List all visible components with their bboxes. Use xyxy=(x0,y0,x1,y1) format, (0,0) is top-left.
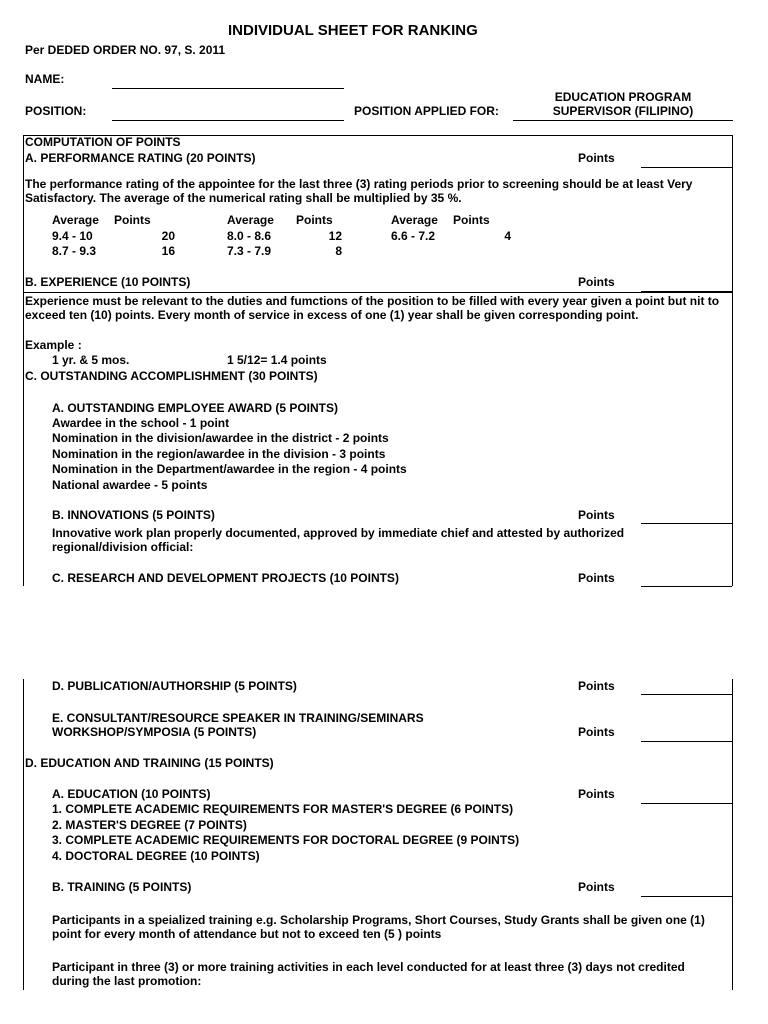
box-right-border xyxy=(732,679,733,990)
position-applied-label: POSITION APPLIED FOR: xyxy=(354,104,499,118)
position-applied-line2: SUPERVISOR (FILIPINO) xyxy=(552,104,694,118)
training-paragraph: Participant in three (3) or more training activities in each level conducted for at least three (3) days not credited during the last promotion: xyxy=(52,960,685,988)
col-average-header: Average xyxy=(227,213,274,227)
award-item: Nomination in the region/awardee in the division - 3 points xyxy=(52,447,386,461)
training-paragraph: Participants in a speialized training e.g. Scholarship Programs, Short Courses, Study Grants shall be given one (1) point for every month of attendance but not to exceed ten (5 ) points xyxy=(52,913,705,941)
award-heading: A. OUTSTANDING EMPLOYEE AWARD (5 POINTS) xyxy=(52,401,339,415)
col-average-header: Average xyxy=(52,213,99,227)
innovations-description: Innovative work plan properly documented, approved by immediate chief and attested by authorized regional/division official: xyxy=(52,526,625,554)
section-c-heading: C. OUTSTANDING ACCOMPLISHMENT (30 POINTS) xyxy=(25,369,318,383)
award-item: Awardee in the school - 1 point xyxy=(52,416,230,430)
box-left-border xyxy=(23,135,24,586)
award-item: Nomination in the Department/awardee in the region - 4 points xyxy=(52,462,407,476)
points-label: Points xyxy=(578,725,615,739)
section-a-heading: A. PERFORMANCE RATING (20 POINTS) xyxy=(25,151,256,165)
consultant-heading-line1: E. CONSULTANT/RESOURCE SPEAKER IN TRAINING/SEMINARS xyxy=(52,711,424,725)
rating-points: 16 xyxy=(161,244,175,258)
publication-heading: D. PUBLICATION/AUTHORSHIP (5 POINTS) xyxy=(52,679,297,693)
education-item: 2. MASTER'S DEGREE (7 POINTS) xyxy=(52,818,247,832)
education-item: 1. COMPLETE ACADEMIC REQUIREMENTS FOR MASTER'S DEGREE (6 POINTS) xyxy=(52,802,514,816)
col-points-header: Points xyxy=(114,213,151,227)
points-label: Points xyxy=(578,275,615,289)
points-label: Points xyxy=(578,679,615,693)
order-reference: Per DEDED ORDER NO. 97, S. 2011 xyxy=(25,43,226,57)
rating-average: 8.0 - 8.6 xyxy=(227,229,272,243)
example-label: Example : xyxy=(25,338,82,352)
position-applied-line1: EDUCATION PROGRAM xyxy=(554,90,692,104)
section-a-points-field[interactable] xyxy=(641,167,732,168)
points-label: Points xyxy=(578,880,615,894)
points-label: Points xyxy=(578,508,615,522)
box-right-border xyxy=(732,135,733,586)
innovations-heading: B. INNOVATIONS (5 POINTS) xyxy=(52,508,215,522)
col-points-header: Points xyxy=(296,213,333,227)
name-field[interactable] xyxy=(112,88,344,89)
rating-average: 9.4 - 10 xyxy=(52,229,93,243)
section-b-heading: B. EXPERIENCE (10 POINTS) xyxy=(25,275,191,289)
rating-points: 20 xyxy=(161,229,175,243)
publication-points-field[interactable] xyxy=(641,694,732,695)
innovations-points-field[interactable] xyxy=(641,523,732,524)
page-title: INDIVIDUAL SHEET FOR RANKING xyxy=(228,22,478,39)
section-d-heading: D. EDUCATION AND TRAINING (15 POINTS) xyxy=(25,756,274,770)
points-label: Points xyxy=(578,151,615,165)
section-a-description: The performance rating of the appointee for the last three (3) rating periods prior to screening should be at least Very Satisfactory. The average of the numerical rating shall be multiplied by 35 %. xyxy=(25,177,693,205)
rating-average: 7.3 - 7.9 xyxy=(227,244,272,258)
rating-points: 8 xyxy=(335,244,342,258)
rating-points: 12 xyxy=(328,229,342,243)
award-item: Nomination in the division/awardee in the district - 2 points xyxy=(52,431,389,445)
training-heading: B. TRAINING (5 POINTS) xyxy=(52,880,192,894)
position-field[interactable] xyxy=(112,120,344,121)
box-left-border xyxy=(23,679,24,990)
section-b-description: Experience must be relevant to the duties and fumctions of the position to be filled with every year given a point but nit to exceed ten (10) points. Every month of service in excess of one (1) year shall be given corresponding point. xyxy=(25,294,720,322)
name-label: NAME: xyxy=(25,72,65,86)
position-applied-field xyxy=(513,120,733,121)
position-label: POSITION: xyxy=(25,104,87,118)
research-heading: C. RESEARCH AND DEVELOPMENT PROJECTS (10 POINTS) xyxy=(52,571,399,585)
rating-average: 8.7 - 9.3 xyxy=(52,244,97,258)
education-points-field[interactable] xyxy=(641,803,732,804)
computation-title: COMPUTATION OF POINTS xyxy=(25,135,181,149)
education-item: 3. COMPLETE ACADEMIC REQUIREMENTS FOR DOCTORAL DEGREE (9 POINTS) xyxy=(52,833,520,847)
consultant-heading-line2: WORKSHOP/SYMPOSIA (5 POINTS) xyxy=(52,725,257,739)
col-average-header: Average xyxy=(391,213,438,227)
points-label: Points xyxy=(578,571,615,585)
research-points-field[interactable] xyxy=(641,586,732,587)
rating-average: 6.6 - 7.2 xyxy=(391,229,436,243)
example-right: 1 5/12= 1.4 points xyxy=(227,353,327,367)
col-points-header: Points xyxy=(453,213,490,227)
points-label: Points xyxy=(578,787,615,801)
education-item: 4. DOCTORAL DEGREE (10 POINTS) xyxy=(52,849,260,863)
example-left: 1 yr. & 5 mos. xyxy=(52,353,130,367)
rating-points: 4 xyxy=(504,229,511,243)
award-item: National awardee - 5 points xyxy=(52,478,208,492)
training-points-field[interactable] xyxy=(641,896,732,897)
education-heading: A. EDUCATION (10 POINTS) xyxy=(52,787,211,801)
section-divider xyxy=(23,292,733,293)
consultant-points-field[interactable] xyxy=(641,741,732,742)
